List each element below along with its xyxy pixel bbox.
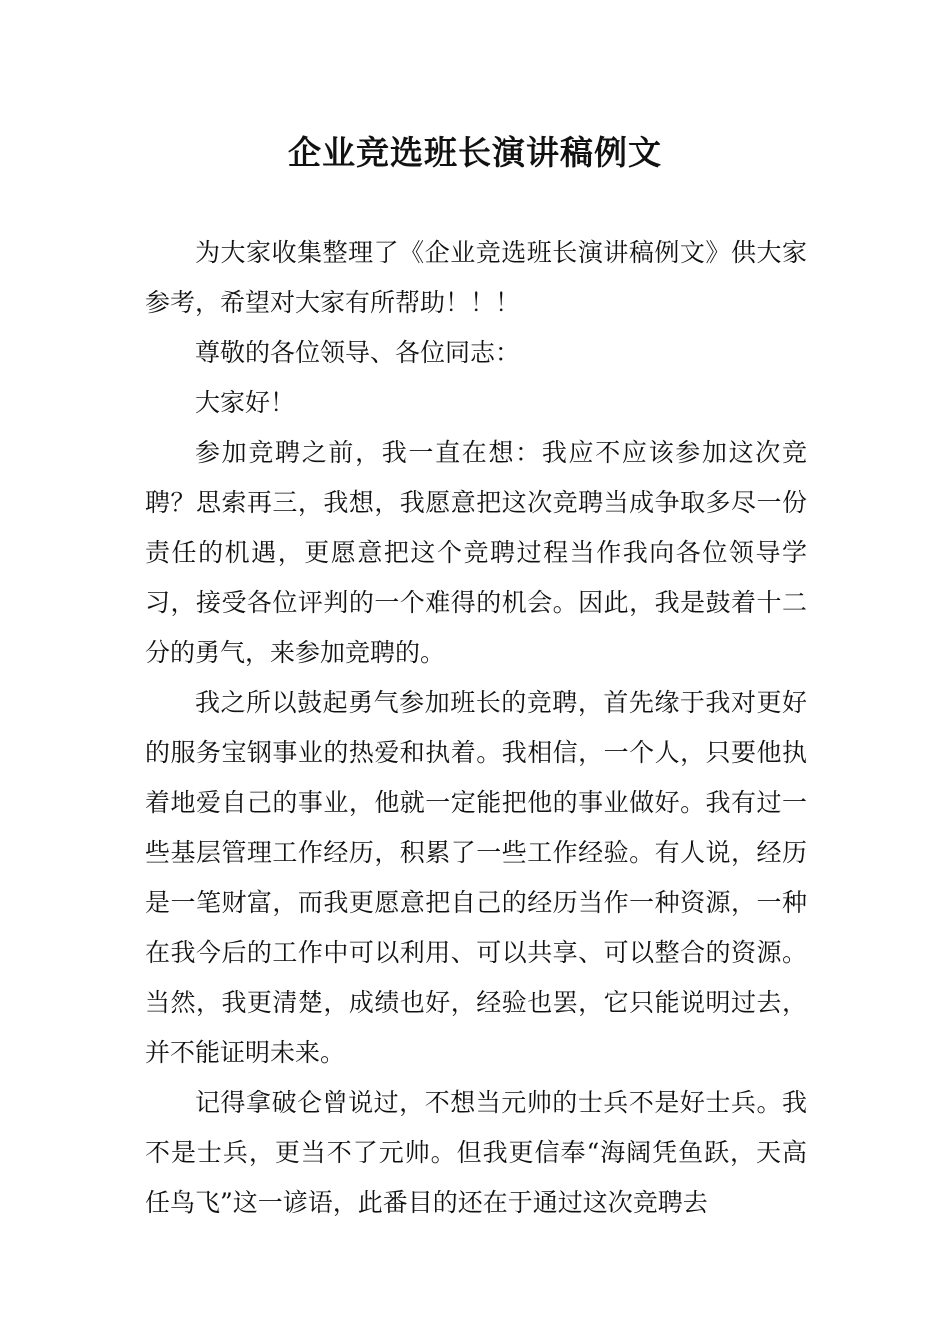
paragraph-salutation: 尊敬的各位领导、各位同志： <box>195 338 521 367</box>
paragraph-1: 参加竞聘之前，我一直在想：我应不应该参加这次竞聘？思索再三，我想，我愿意把这次竞聘当成争取多尽一份责任的机遇，更愿意把这个竞聘过程当作我向各位领导学习，接受各位评判的一个难得的机会。因此，我是鼓着十二分的勇气，来参加竞聘的。 <box>145 438 807 667</box>
document-title: 企业竞选班长演讲稿例文 <box>288 133 662 172</box>
paragraph-greeting: 大家好！ <box>195 388 296 417</box>
paragraph-3: 记得拿破仑曾说过，不想当元帅的士兵不是好士兵。我不是士兵，更当不了元帅。但我更信奉“海阔凭鱼跃，天高任鸟飞”这一谚语，此番目的还在于通过这次竞聘去 <box>145 1088 807 1217</box>
paragraph-intro: 为大家收集整理了《企业竞选班长演讲稿例文》供大家参考，希望对大家有所帮助！！！ <box>145 238 807 317</box>
paragraph-2: 我之所以鼓起勇气参加班长的竞聘，首先缘于我对更好的服务宝钢事业的热爱和执着。我相信，一个人，只要他执着地爱自己的事业，他就一定能把他的事业做好。我有过一些基层管理工作经历，积累了一些工作经验。有人说，经历是一笔财富，而我更愿意把自己的经历当作一种资源，一种在我今后的工作中可以利用、可以共享、可以整合的资源。当然，我更清楚，成绩也好，经验也罢，它只能说明过去，并不能证明未来。 <box>145 688 807 1067</box>
document-body <box>145 228 807 1228</box>
